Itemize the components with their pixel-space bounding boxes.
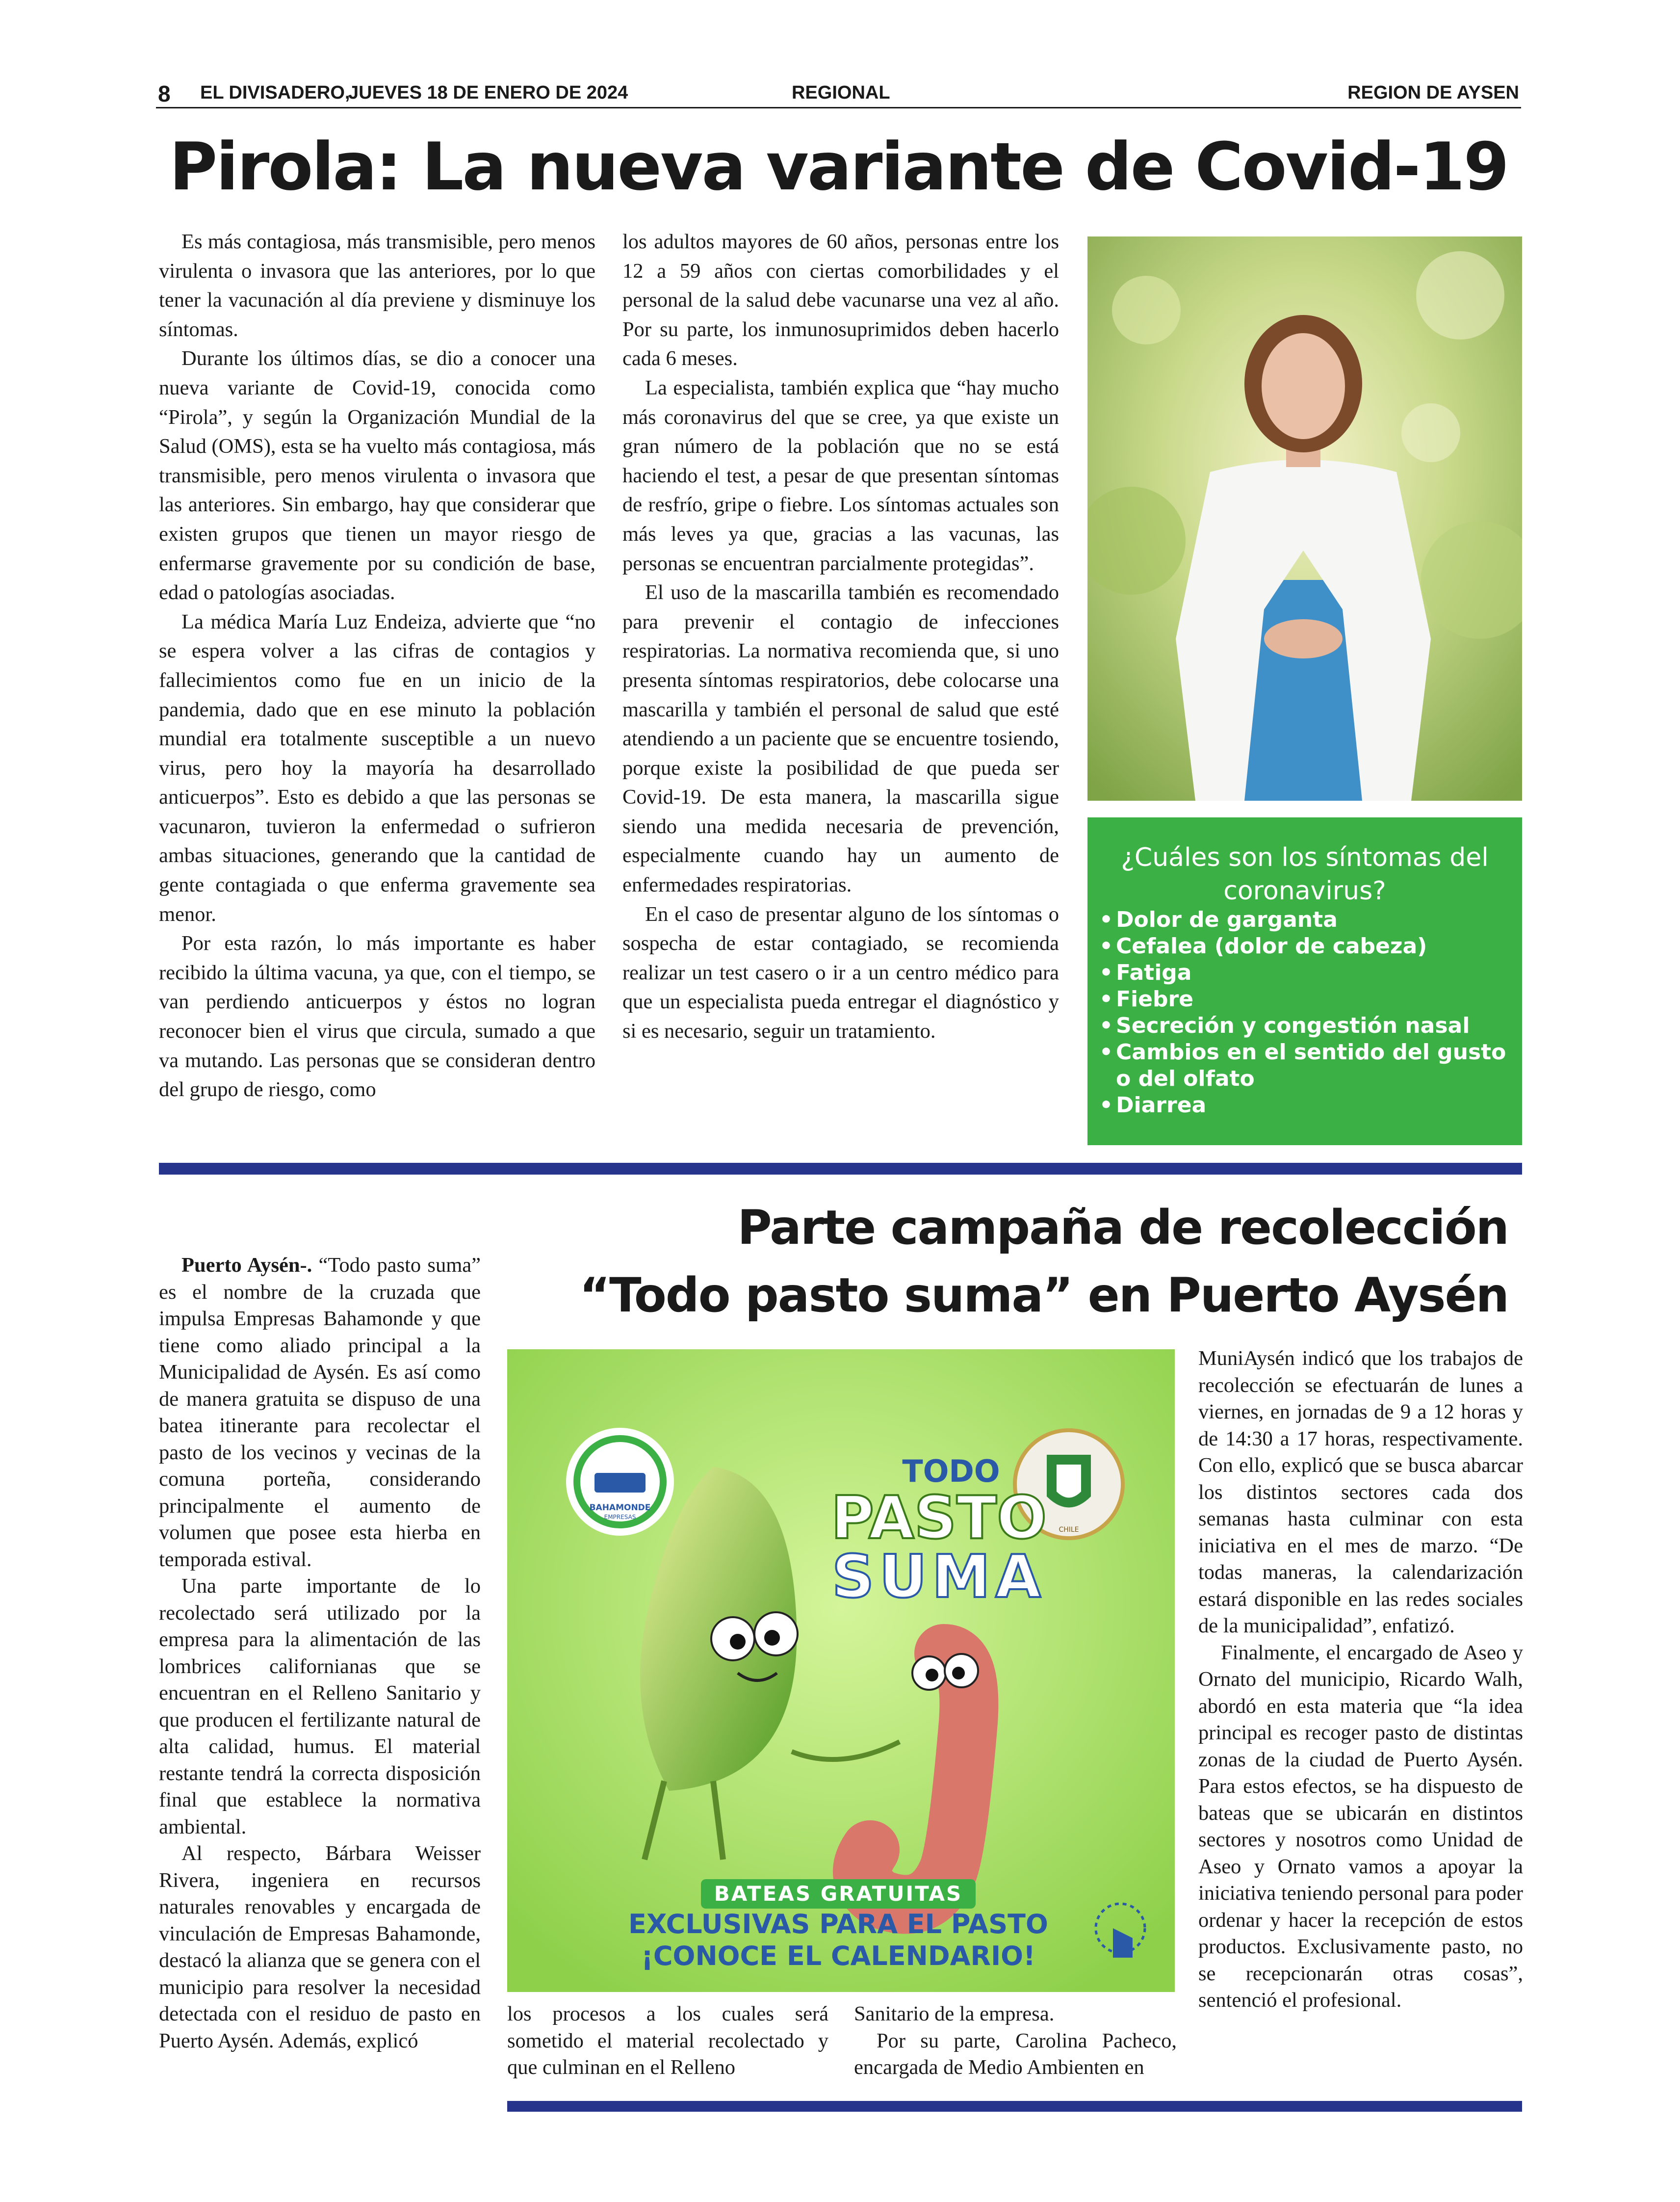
article-column-m1 — [507, 2001, 828, 2081]
section-divider — [159, 1163, 1522, 1175]
campaign-poster — [507, 1349, 1175, 1992]
poster-pasto: PASTO — [830, 1484, 1047, 1552]
paragraph: La especialista, también explica que “hay mucho más coronavirus del que se cree, ya que existe un gran número de la población que no se está haciendo el test, a pesar de que presentan síntomas de resfrío, gripe o fiebre. Los síntomas actuales son más leves ya que, gracias a las vacunas, las personas se encuentran parcialmente protegidas”. — [622, 376, 1059, 575]
list-item: • Fiebre — [1099, 986, 1508, 1013]
crest-text: CHILE — [1059, 1526, 1079, 1534]
doctor-photo-illustration — [1087, 236, 1522, 801]
paragraph: El uso de la mascarilla también es recomendado para prevenir el contagio de infecciones respiratorias. La normativa recomienda que, si uno presenta síntomas respiratorios, debe colocarse una mascarilla y también el personal de salud que esté atendiendo a un paciente que se encuentre tosiendo, porque existe la posibilidad de que pueda ser Covid-19. De esta manera, la mascarilla sigue siendo una medida necesaria de prevención, especialmente cuando hay un aumento de enfermedades respiratorias. — [622, 581, 1059, 897]
poster-todo: TODO — [902, 1453, 1000, 1489]
article-column-2 — [622, 227, 1059, 1046]
doctor-photo — [1087, 236, 1522, 801]
poster-line-1: EXCLUSIVAS PARA EL PASTO — [628, 1909, 1048, 1940]
paragraph: Durante los últimos días, se dio a conocer una nueva variante de Covid-19, conocida como “Pirola”, y según la Organización Mundial de la Salud (OMS), esta se ha vuelto más contagiosa, más transmisible, pero menos virulenta o invasora que las anteriores. Sin embargo, hay que considerar que existen grupos que tienen un mayor riesgo de enfermarse gravemente por su condición de base, edad o patologías asociadas. — [159, 347, 595, 604]
paragraph: En el caso de presentar alguno de los síntomas o sospecha de estar contagiado, se recomienda realizar un test casero o ir a un centro médico para que un especialista pueda entregar el diagnóstico y si es necesario, seguir un tratamiento. — [622, 902, 1059, 1043]
issue-date: JUEVES 18 DE ENERO DE 2024 — [348, 82, 628, 103]
poster-bateas: BATEAS GRATUITAS — [714, 1882, 963, 1906]
symptoms-box — [1087, 817, 1522, 1145]
dateline: Puerto Aysén-. — [181, 1254, 312, 1277]
paragraph: Es más contagiosa, más transmisible, pero menos virulenta o invasora que las anteriores, por lo que tener la vacunación al día previene y disminuye los síntomas. — [159, 230, 595, 341]
list-item: • Diarrea — [1099, 1092, 1508, 1119]
section-label: REGIONAL — [792, 82, 890, 103]
article-title: Pirola: La nueva variante de Covid-19 — [169, 129, 1508, 205]
article-title-line-2: “Todo pasto suma” en Puerto Aysén — [579, 1268, 1508, 1323]
article-column-a — [159, 1252, 481, 2054]
article-column-1 — [159, 227, 595, 1104]
paragraph: Una parte importante de lo recolectado será utilizado por la empresa para la alimentación de las lombrices californianas que se encuentran en el Relleno Sanitario y que producen el fertilizante natural de alta calidad, humus. El material restante tendrá la correcta disposición final que establece la normativa ambiental. — [159, 1574, 481, 1838]
list-item: • Cambios en el sentido del gusto o del olfato — [1099, 1039, 1508, 1092]
poster-line-2: ¡CONOCE EL CALENDARIO! — [641, 1940, 1035, 1971]
logo-subtext: EMPRESAS — [604, 1514, 636, 1520]
paragraph: Por su parte, Carolina Pacheco, encargada de Medio Ambienten en — [854, 2029, 1177, 2079]
paragraph: Sanitario de la empresa. — [854, 2002, 1055, 2025]
bottom-divider — [507, 2101, 1522, 2112]
paragraph: Al respecto, Bárbara Weisser Rivera, ingeniera en recursos naturales renovables y encargada de vinculación de Empresas Bahamonde, destacó la alianza que se genera con el municipio para resolver la necesidad detectada con el residuo de pasto en Puerto Aysén. Además, explicó — [159, 1842, 481, 2052]
symptoms-title: ¿Cuáles son los síntomas del coronavirus? — [1121, 843, 1489, 906]
article-column-r — [1198, 1345, 1523, 2014]
logo-text: BAHAMONDE — [589, 1503, 651, 1513]
paragraph: MuniAysén indicó que los trabajos de recolección se efectuarán de lunes a viernes, en jornadas de 9 a 12 horas y de 14:30 a 17 horas, respectivamente. Con ello, explicó que se busca abarcar los distintos sectores cada dos semanas hasta culminar con esta iniciativa en el mes de marzo. “De todas maneras, la calendarización estará disponible en las redes sociales de la municipalidad”, enfatizó. — [1198, 1347, 1523, 1637]
region-label: REGION DE AYSEN — [1347, 82, 1519, 103]
publication-name: EL DIVISADERO, — [200, 82, 350, 103]
list-item: • Dolor de garganta — [1099, 907, 1508, 933]
list-item: • Fatiga — [1099, 960, 1508, 986]
paragraph — [159, 1252, 481, 1573]
header-rule — [156, 107, 1521, 108]
bahamonde-logo — [566, 1428, 674, 1536]
poster-art — [507, 1349, 1175, 1992]
paragraph: Por esta razón, lo más importante es haber recibido la última vacuna, ya que, con el tiempo, se van perdiendo anticuerpos y éstos no logran reconocer bien el virus que circula, sumado a que va mutando. Las personas que se consideran dentro del grupo de riesgo, como — [159, 932, 595, 1101]
paragraph: los procesos a los cuales será sometido el material recolectado y que culminan en el Relleno — [507, 2002, 828, 2079]
paragraph: Finalmente, el encargado de Aseo y Ornato del municipio, Ricardo Walh, abordó en esta materia que “la idea principal es recoger pasto de distintas zonas de la ciudad de Puerto Aysén. Para estos efectos, se ha dispuesto de bateas que se ubicarán en distintos sectores y nosotros como Unidad de Aseo y Ornato vamos a apoyar la iniciativa teniendo personal para poder ordenar y hacer la recepción de estos productos. Exclusivamente pasto, no se recepcionarán otras cosas”, sentenció el profesional. — [1198, 1641, 1523, 2012]
paragraph-text: “Todo pasto suma” es el nombre de la cruzada que impulsa Empresas Bahamonde y que tiene como aliado principal a la Municipalidad de Aysén. Es así como de manera gratuita se dispuso de una batea itinerante para recolectar el pasto de los vecinos y vecinas de la comuna porteña, considerando principalmente el aumento de volumen que posee esta hierba en temporada estival. — [159, 1254, 481, 1571]
paragraph: los adultos mayores de 60 años, personas entre los 12 a 59 años con ciertas comorbilidades y el personal de la salud debe vacunarse una vez al año. Por su parte, los inmunosuprimidos deben hacerlo cada 6 meses. — [622, 230, 1059, 370]
article-column-m2 — [854, 2001, 1177, 2081]
article-title-line-1: Parte campaña de recolección — [737, 1200, 1508, 1255]
page-number: 8 — [158, 81, 171, 106]
list-item: • Secreción y congestión nasal — [1099, 1013, 1508, 1039]
poster-suma: SUMA — [831, 1543, 1046, 1611]
paragraph: La médica María Luz Endeiza, advierte que “no se espera volver a las cifras de contagios y fallecimientos como fue en un inicio de la pandemia, dado que en ese minuto la población mundial era totalmente susceptible a un nuevo virus, pero hoy la mayoría ha desarrollado anticuerpos”. Esto es debido a que las personas se vacunaron, tuvieron la enfermedad o sufrieron ambas situaciones, generando que la cantidad de gente contagiada o que enferma gravemente sea menor. — [159, 610, 595, 926]
list-item: • Cefalea (dolor de cabeza) — [1099, 933, 1508, 960]
symptoms-list — [1099, 907, 1508, 1119]
